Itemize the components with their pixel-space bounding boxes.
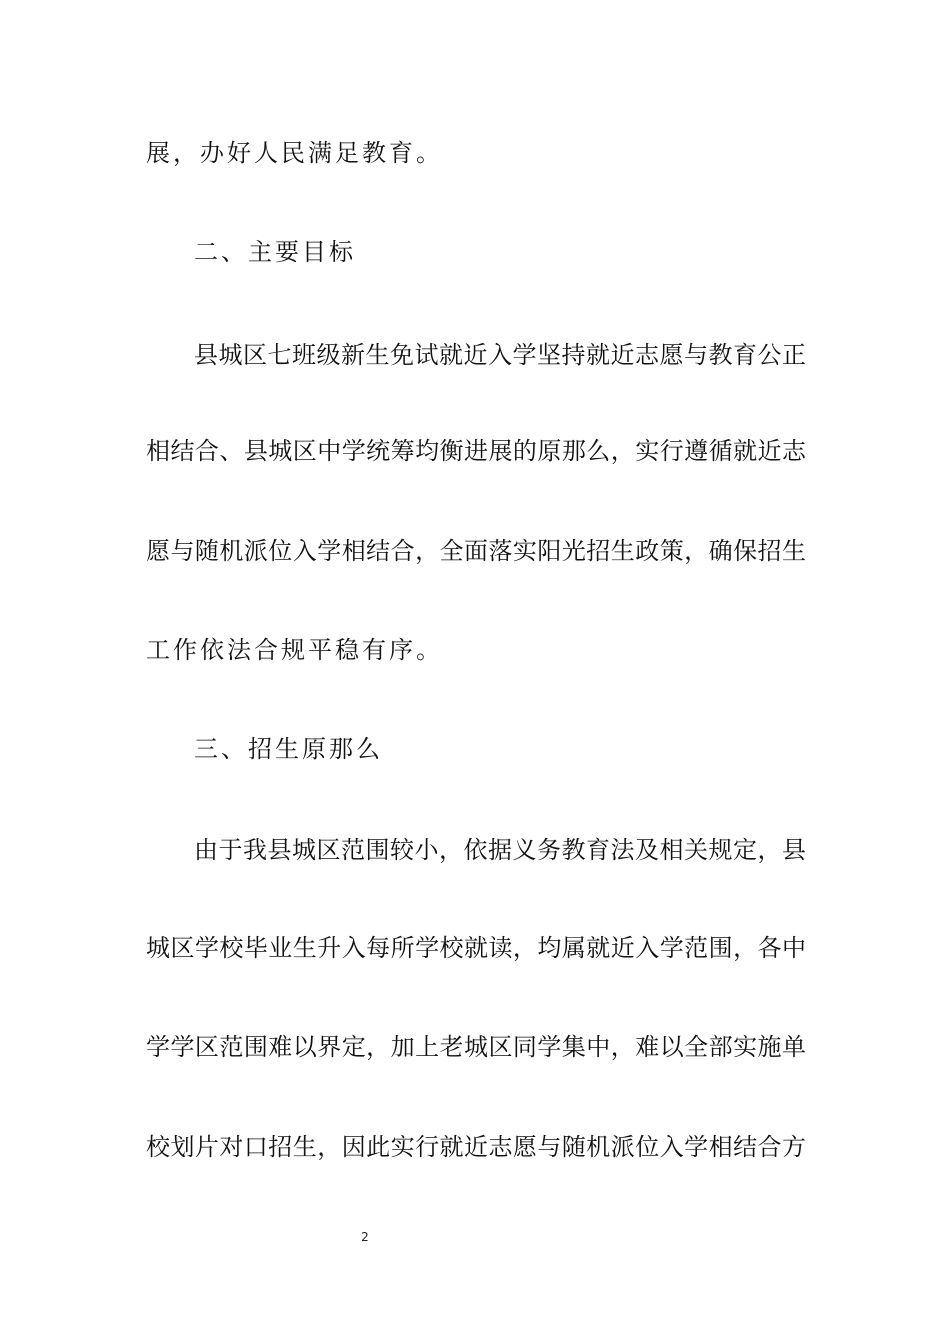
section-heading: 三、招生原那么: [194, 735, 383, 763]
paragraph-line: 由于我县城区范围较小，依据义务教育法及相关规定，县: [194, 836, 806, 864]
section-heading: 二、主要目标: [194, 238, 356, 266]
paragraph-line: 相结合、县城区中学统筹均衡进展的原那么，实行遵循就近志: [146, 437, 806, 465]
paragraph-line: 愿与随机派位入学相结合，全面落实阳光招生政策，确保招生: [146, 537, 806, 565]
page-number: 2: [361, 1230, 369, 1244]
paragraph-line: 县城区七班级新生免试就近入学坚持就近志愿与教育公正: [194, 341, 806, 369]
paragraph-line: 城区学校毕业生升入每所学校就读，均属就近入学范围，各中: [146, 934, 806, 962]
paragraph-line: 学学区范围难以界定，加上老城区同学集中，难以全部实施单: [146, 1033, 806, 1061]
paragraph-line: 工作依法合规平稳有序。: [146, 636, 443, 664]
paragraph-line: 校划片对口招生，因此实行就近志愿与随机派位入学相结合方: [146, 1133, 806, 1161]
paragraph-line: 展，办好人民满足教育。: [146, 139, 443, 167]
